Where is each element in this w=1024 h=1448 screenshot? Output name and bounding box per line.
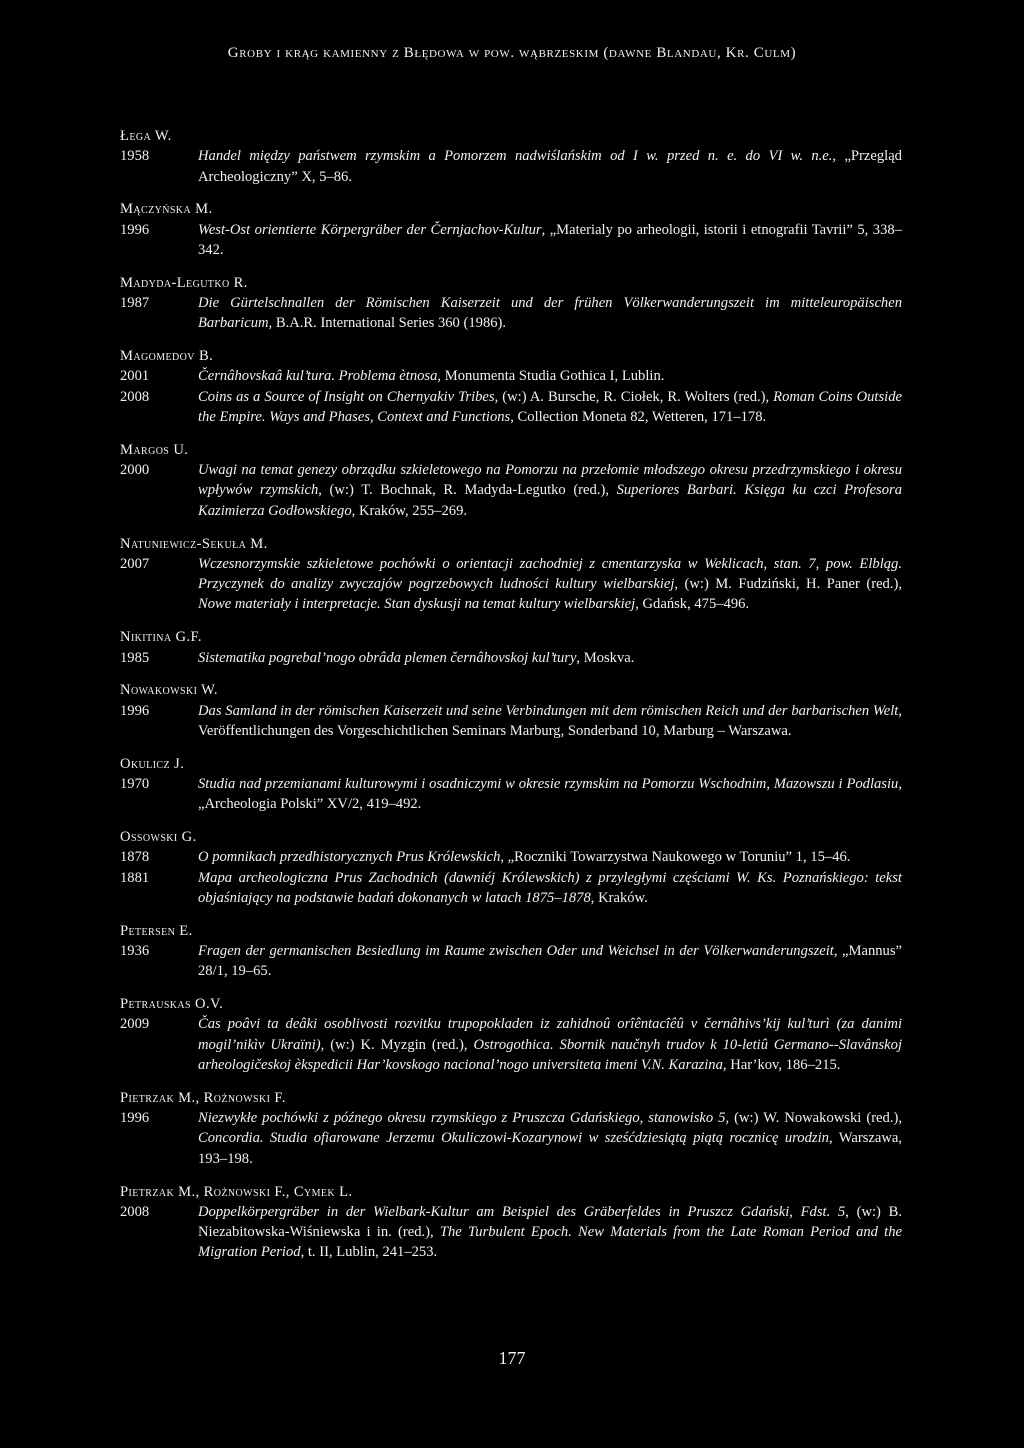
entry-author: Margos U. <box>120 441 189 458</box>
reference-text <box>198 146 902 187</box>
reference-text <box>198 868 902 909</box>
reference-title: Mapa archeologiczna Prus Zachodnich (dawniéj Królewskich) z przyległymi częściami W. Ks. Poznańskiego: tekst objaśniający na podstawie badań dokonanych w latach 1875–1878 <box>198 869 902 906</box>
reference-title: Concordia. Studia ofiarowane Jerzemu Okuliczowi-Kozarynowi w sześćdziesiątą piątą rocznicę urodzin <box>198 1130 829 1147</box>
entry-author: Mączyńska M. <box>120 201 213 218</box>
reference-item <box>120 701 902 742</box>
reference-year: 1996 <box>120 221 150 238</box>
bibliography-entry <box>120 754 902 815</box>
reference-title: Roman Coins Outside the Empire. Ways and Phases, Context and Functions <box>198 388 902 426</box>
reference-title: Doppelkörpergräber in der Wielbark-Kultur am Beispiel des Gräberfeldes in Pruszcz Gdański, Fdst. 5 <box>198 1203 846 1220</box>
reference-text <box>198 460 902 521</box>
bibliography-entry <box>120 273 902 334</box>
reference-year: 1987 <box>120 295 150 312</box>
entry-author: Natuniewicz-Sekuła M. <box>120 535 268 552</box>
reference-title: Nowe materiały i interpretacje. Stan dyskusji na temat kultury wielbarskiej <box>198 596 636 613</box>
bibliography-entry <box>120 1088 902 1169</box>
reference-title: O pomnikach przedhistorycznych Prus Królewskich <box>198 849 501 866</box>
entry-author: Nikitina G.F. <box>120 629 202 646</box>
reference-text <box>198 387 902 428</box>
reference-item <box>120 1108 902 1169</box>
reference-year: 1958 <box>120 148 150 165</box>
reference-title: Coins as a Source of Insight on Chernyakiv Tribes <box>198 388 495 405</box>
reference-details: , B.A.R. International Series 360 (1986). <box>268 315 507 332</box>
reference-item <box>120 220 902 261</box>
reference-text <box>198 1108 902 1169</box>
reference-title: Fragen der germanischen Besiedlung im Raume zwischen Oder und Weichsel in der Völkerwanderungszeit <box>198 943 834 960</box>
reference-year: 1936 <box>120 943 150 960</box>
reference-text <box>198 554 902 615</box>
reference-details: , Kraków, 255–269. <box>351 502 468 519</box>
bibliography-entry <box>120 827 902 908</box>
reference-details: , (w:) K. Myzgin (red.), <box>320 1036 474 1053</box>
reference-year: 1878 <box>120 849 150 866</box>
reference-year: 1881 <box>120 869 150 886</box>
entry-author: Łega W. <box>120 128 172 144</box>
reference-details: , Har’kov, 186–215. <box>722 1057 841 1074</box>
bibliography-entry <box>120 627 902 668</box>
entry-author: Petersen E. <box>120 922 193 939</box>
reference-item <box>120 366 902 386</box>
reference-year: 2007 <box>120 555 150 572</box>
entry-author: Okulicz J. <box>120 755 185 772</box>
reference-details: , (w:) M. Fudziński, H. Paner (red.), <box>674 576 903 593</box>
reference-details: , (w:) B. Niezabitowska-Wiśniewska i in. (red.), <box>198 1203 902 1241</box>
reference-title: Die Gürtelschnallen der Römischen Kaiserzeit und der frühen Völkerwanderungszeit im mitteleuropäischen Barbaricum <box>198 295 902 332</box>
reference-item <box>120 554 902 615</box>
bibliography-entry <box>120 126 902 187</box>
reference-title: Čas poâvi ta deâki osoblivosti rozvitku trupopokladen iz zahidnoû orîêntacîêû v černâhivs’kij kul’turì (za danimi mogil’nikìv Ukraïni) <box>198 1016 902 1053</box>
reference-item <box>120 648 902 668</box>
bibliography-entry <box>120 994 902 1075</box>
reference-item <box>120 941 902 982</box>
reference-text <box>198 366 902 386</box>
reference-details: , Warszawa, 193–198. <box>198 1130 902 1167</box>
reference-text <box>198 941 902 982</box>
entry-author: Pietrzak M., Rożnowski F., Cymek L. <box>120 1183 353 1200</box>
bibliography-entry <box>120 440 902 521</box>
reference-title: Ostrogothica. Sbornik naučnyh trudov k 10-letiû Germano--Slavânskoj arheologičeskoj èkspedicii Har’kovskogo nacional’nogo universiteta imeni V.N. Karazina <box>198 1036 903 1074</box>
reference-details: , „Archeologia Polski” XV/2, 419–492. <box>198 776 902 813</box>
reference-title: Uwagi na temat genezy obrządku szkieletowego na Pomorzu na przełomie młodszego okresu przedrzymskiego i okresu wpływów rzymskich <box>198 462 902 499</box>
reference-item <box>120 146 902 187</box>
page-number: 177 <box>498 1348 526 1368</box>
reference-title: Niezwykłe pochówki z późnego okresu rzymskiego z Pruszcza Gdańskiego, stanowisko 5 <box>198 1110 726 1127</box>
reference-title: West-Ost orientierte Körpergräber der Černjachov-Kultur <box>198 221 542 238</box>
reference-text <box>198 220 902 261</box>
reference-title: The Turbulent Epoch. New Materials from the Late Roman Period and the Migration Period <box>198 1224 902 1261</box>
reference-text <box>198 648 902 668</box>
reference-item <box>120 868 902 909</box>
reference-details: , „Roczniki Towarzystwa Naukowego w Toruniu” 1, 15–46. <box>500 849 851 866</box>
reference-title: Das Samland in der römischen Kaiserzeit und seine Verbindungen mit dem römischen Reich und der barbarischen Welt <box>198 702 899 719</box>
reference-text <box>198 1202 902 1263</box>
reference-details: , „Przegląd Archeologiczny” X, 5–86. <box>198 148 902 185</box>
reference-title: Černâhovskaâ kul’tura. Problema ètnosa <box>198 368 438 385</box>
reference-text <box>198 847 902 867</box>
reference-year: 1996 <box>120 1110 150 1127</box>
entry-author: Pietrzak M., Rożnowski F. <box>120 1089 286 1106</box>
bibliography-entry <box>120 921 902 982</box>
reference-details: , Kraków. <box>590 890 648 906</box>
reference-text <box>198 774 902 815</box>
reference-title: Sistematika pogrebal’nogo obrâda plemen černâhovskoj kul’tury <box>198 649 577 666</box>
reference-details: , (w:) W. Nowakowski (red.), <box>725 1110 902 1127</box>
reference-text <box>198 701 902 742</box>
bibliography-entry <box>120 346 902 427</box>
reference-title: Handel między państwem rzymskim a Pomorzem nadwiślańskim od I w. przed n. e. do VI w. n.e. <box>198 148 833 165</box>
reference-item <box>120 293 902 334</box>
bibliography-entry <box>120 534 902 615</box>
entry-author: Magomedov B. <box>120 348 214 365</box>
reference-title: Wczesnorzymskie szkieletowe pochówki o orientacji zachodniej z cmentarzyska w Weklicach, stan. 7, pow. Elbląg. Przyczynek do analizy zwyczajów pogrzebowych ludności kultury wielbarskiej <box>198 555 902 593</box>
reference-item <box>120 460 902 521</box>
reference-details: , Gdańsk, 475–496. <box>635 596 750 613</box>
reference-details: , Monumenta Studia Gothica I, Lublin. <box>437 368 665 385</box>
reference-details: , „Materialy po arheologii, istorii i etnografii Tavrii” 5, 338–342. <box>198 221 902 258</box>
reference-title: Studia nad przemianami kulturowymi i osadniczymi w okresie rzymskim na Pomorzu Wschodnim, Mazowszu i Podlasiu <box>198 776 899 793</box>
reference-year: 2001 <box>120 368 150 385</box>
reference-year: 2000 <box>120 462 150 479</box>
reference-details: , Veröffentlichungen des Vorgeschichtlichen Seminars Marburg, Sonderband 10, Marburg – Warszawa. <box>198 702 902 739</box>
entry-author: Madyda-Legutko R. <box>120 274 248 291</box>
reference-details: , „Mannus” 28/1, 19–65. <box>198 943 903 980</box>
reference-year: 1970 <box>120 776 150 793</box>
entry-author: Petrauskas O.V. <box>120 996 224 1013</box>
reference-text <box>198 1014 902 1075</box>
entry-author: Nowakowski W. <box>120 682 218 699</box>
reference-details: , Moskva. <box>576 649 635 666</box>
reference-details: , (w:) A. Bursche, R. Ciołek, R. Wolters (red.), <box>494 388 774 405</box>
reference-details: , Collection Moneta 82, Wetteren, 171–178. <box>510 409 767 426</box>
reference-item <box>120 774 902 815</box>
reference-year: 2009 <box>120 1016 150 1033</box>
reference-year: 2008 <box>120 388 150 405</box>
reference-item <box>120 1014 902 1075</box>
bibliography <box>120 126 902 1275</box>
reference-title: Superiores Barbari. Księga ku czci Profesora Kazimierza Godłowskiego <box>198 482 902 519</box>
reference-year: 1996 <box>120 702 150 719</box>
reference-details: , (w:) T. Bochnak, R. Madyda-Legutko (red.), <box>318 482 617 499</box>
entry-author: Ossowski G. <box>120 829 197 846</box>
reference-year: 1985 <box>120 649 150 666</box>
reference-item <box>120 387 902 428</box>
reference-item <box>120 847 902 867</box>
reference-details: , t. II, Lublin, 241–253. <box>300 1244 438 1261</box>
reference-year: 2008 <box>120 1203 150 1220</box>
bibliography-entry <box>120 680 902 741</box>
reference-text <box>198 293 902 334</box>
bibliography-entry <box>120 199 902 260</box>
running-header: Groby i krąg kamienny z Błędowa w pow. wąbrzeskim (dawne Blandau, Kr. Culm) <box>227 45 797 61</box>
reference-item <box>120 1202 902 1263</box>
bibliography-entry <box>120 1182 902 1263</box>
